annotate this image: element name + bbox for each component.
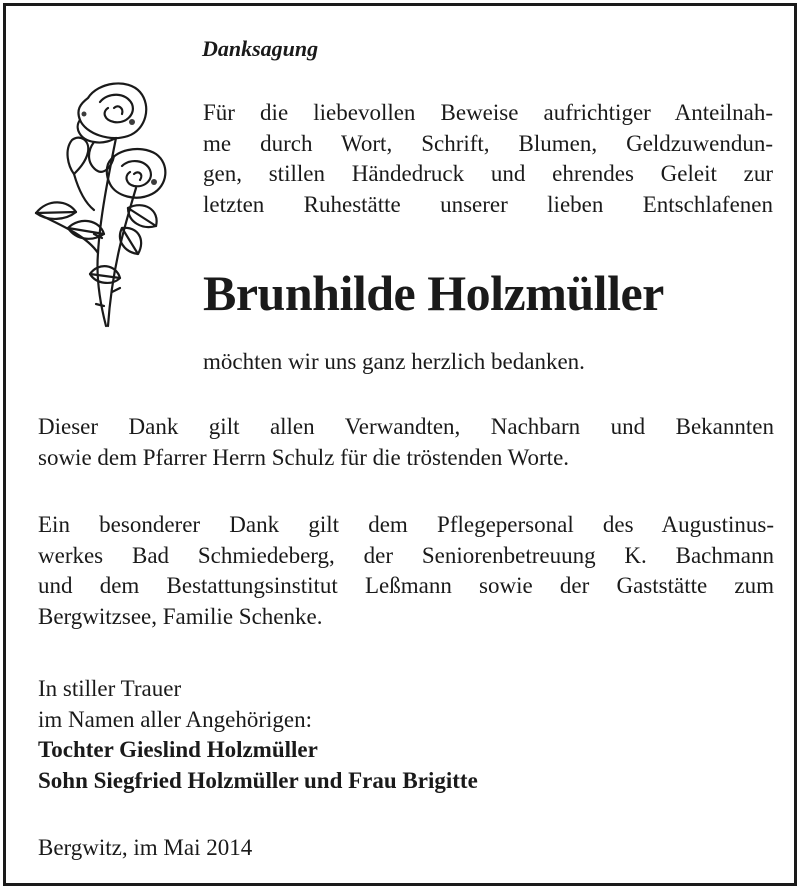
mourner-name: Sohn Siegfried Holzmüller und Frau Brigitte — [38, 767, 478, 793]
intro-line: Für die liebevollen Beweise aufrichtiger Anteilnah- — [203, 100, 773, 125]
paragraph-special-thanks — [38, 510, 774, 632]
signature-line: im Namen aller Angehörigen: — [38, 706, 313, 732]
intro-line: letzten Ruhestätte unserer lieben Entschlafenen — [203, 191, 773, 217]
paragraph-line: Ein besonderer Dank gilt dem Pflegepersonal des Augustinus- — [38, 512, 774, 537]
signature-block — [38, 674, 478, 796]
paragraph-line: und dem Bestattungsinstitut Leßmann sowie der Gaststätte zum — [38, 573, 774, 598]
obituary-card — [3, 3, 797, 886]
paragraph-relatives — [38, 412, 774, 473]
thanks-line: möchten wir uns ganz herzlich bedanken. — [203, 349, 585, 374]
heading: Danksagung — [202, 36, 319, 61]
paragraph-line: Bergwitzsee, Familie Schenke. — [38, 603, 323, 629]
place-date: Bergwitz, im Mai 2014 — [38, 835, 253, 860]
paragraph-line: Dieser Dank gilt allen Verwandten, Nachbarn und Bekannten — [38, 414, 774, 439]
paragraph-line: werkes Bad Schmiedeberg, der Seniorenbetreuung K. Bachmann — [38, 542, 774, 568]
deceased-name: Brunhilde Holzmüller — [203, 265, 664, 321]
mourner-name: Tochter Gieslind Holzmüller — [38, 737, 318, 762]
intro-line: me durch Wort, Schrift, Blumen, Geldzuwendun- — [203, 130, 773, 156]
intro-text — [203, 98, 773, 220]
signature-line: In stiller Trauer — [38, 676, 182, 701]
paragraph-line: sowie dem Pfarrer Herrn Schulz für die tröstenden Worte. — [38, 444, 570, 470]
rose-icon — [28, 78, 178, 328]
intro-line: gen, stillen Händedruck und ehrendes Geleit zur — [203, 161, 773, 186]
